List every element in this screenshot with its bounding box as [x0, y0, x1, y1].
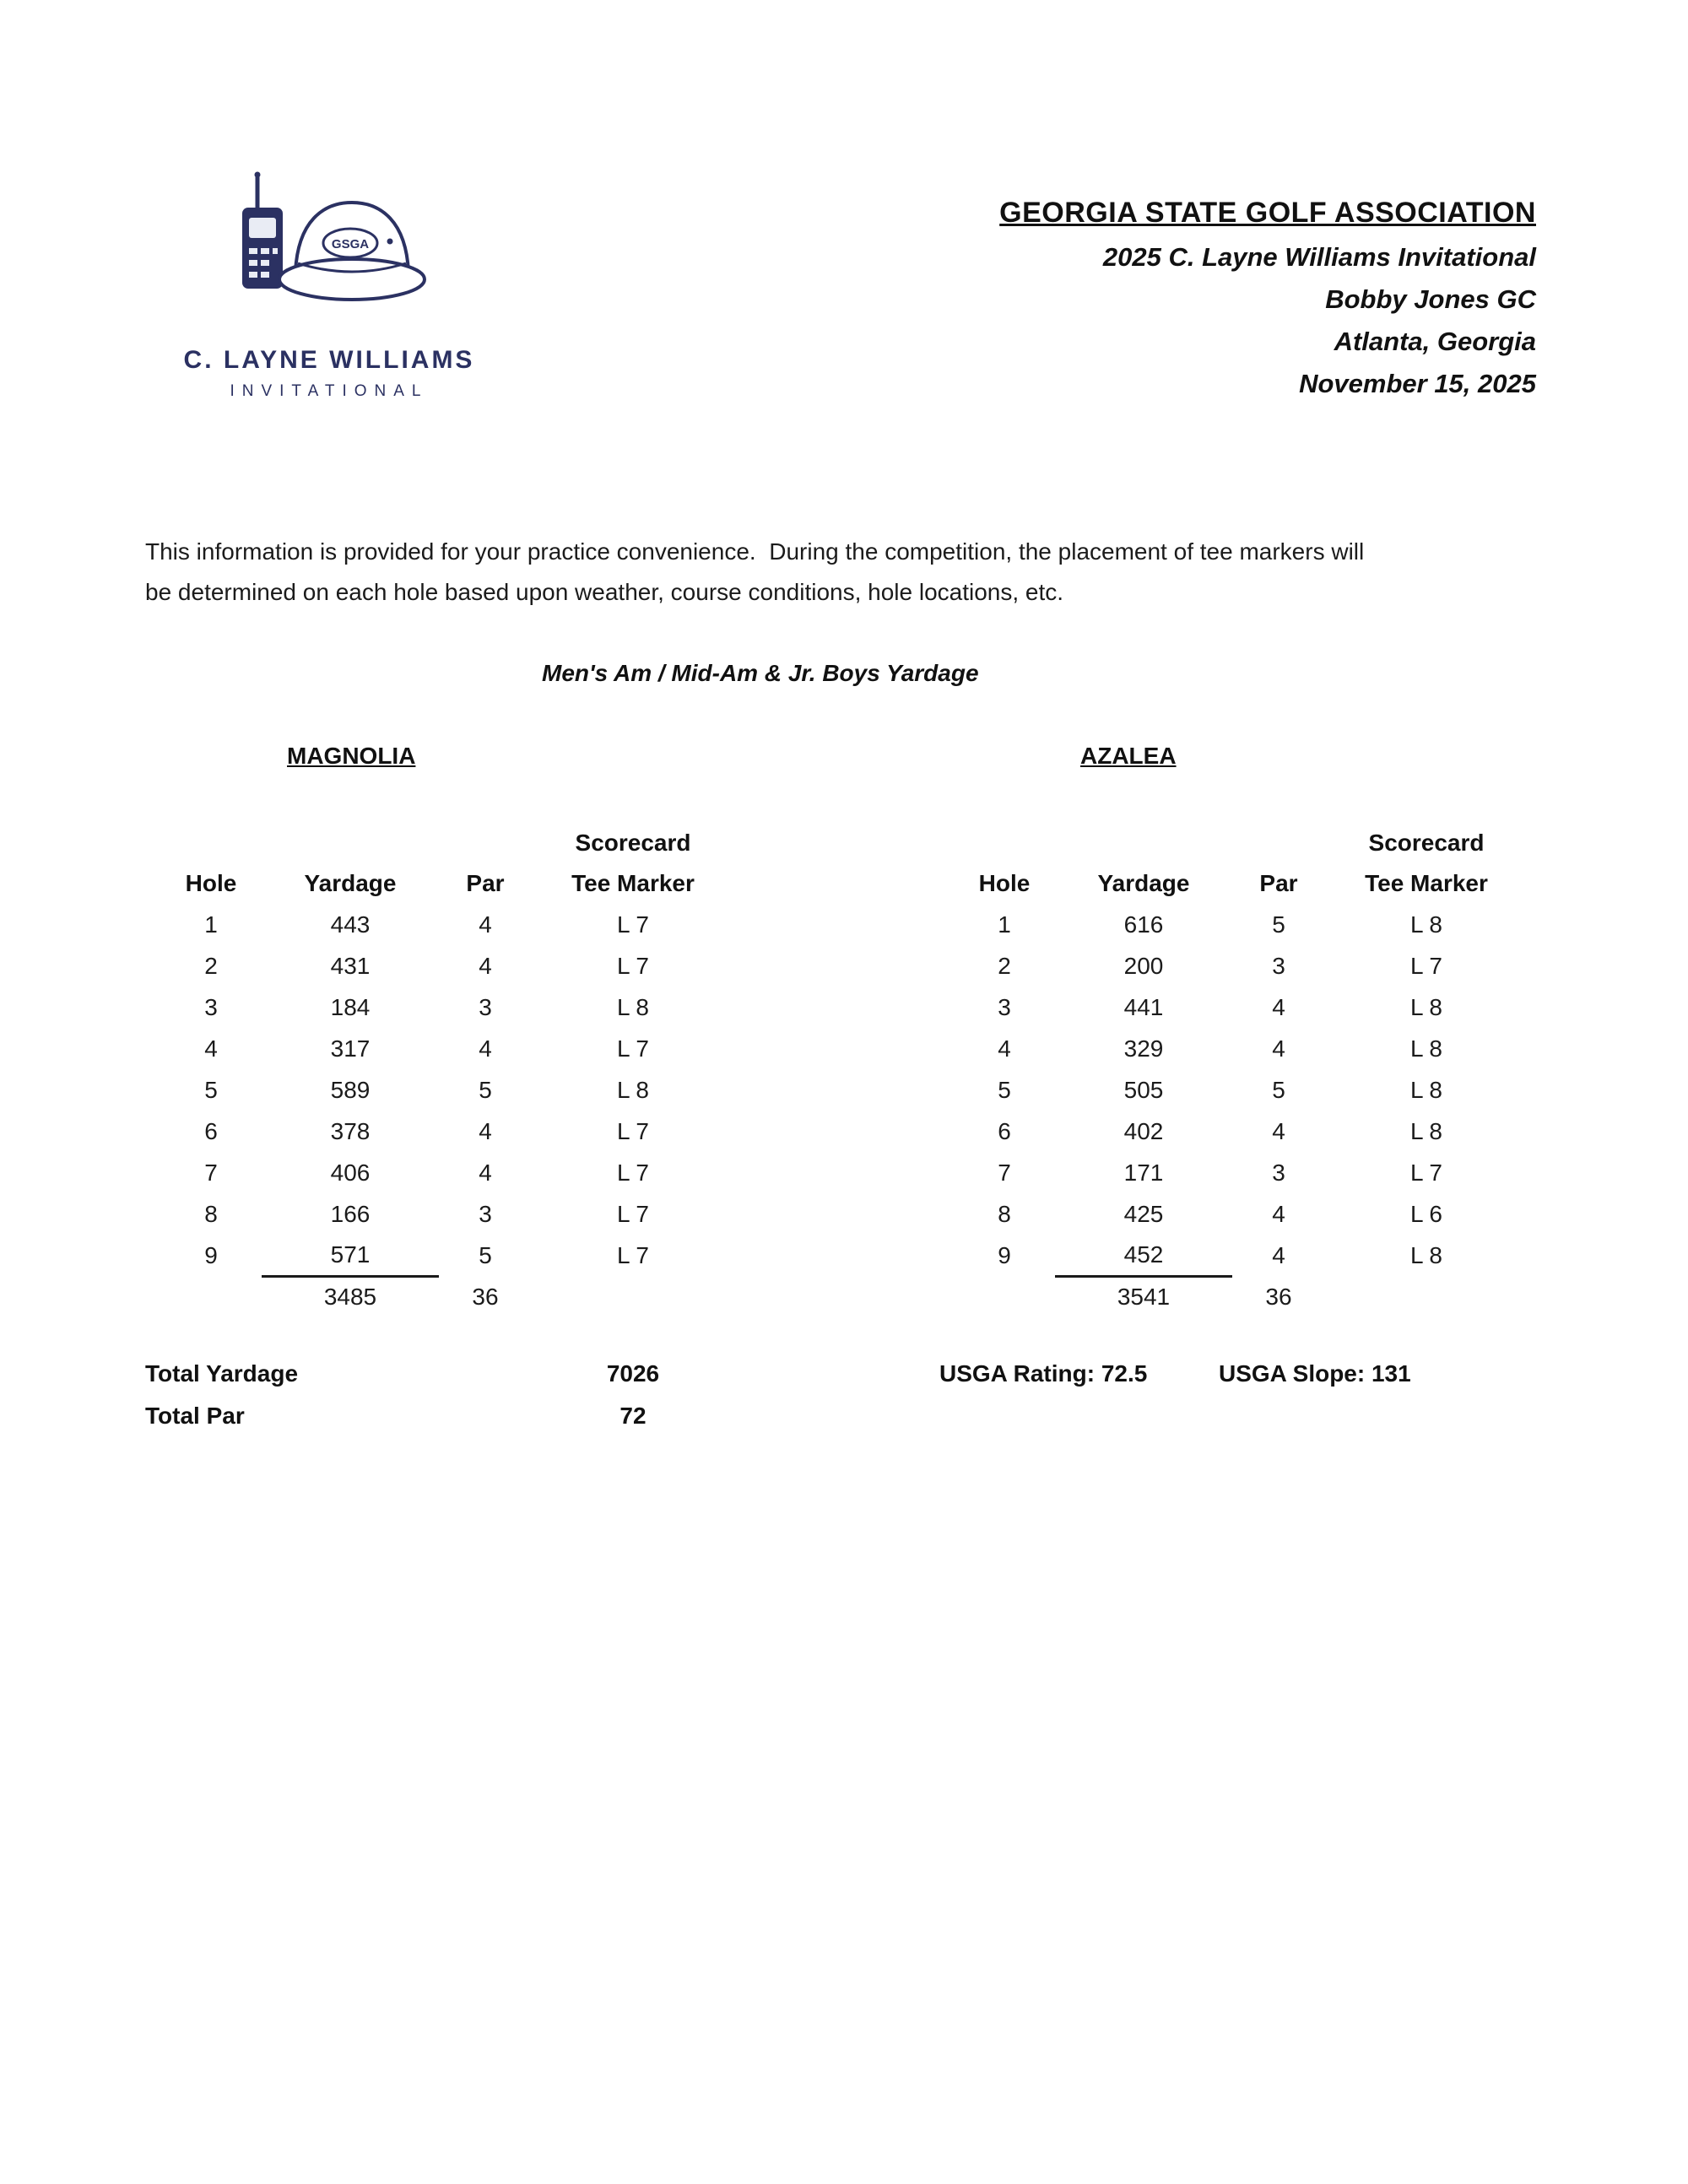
total-yardage-label: Total Yardage — [145, 1360, 299, 1387]
table-cell: 4 — [479, 1159, 492, 1186]
spacer-cell — [160, 1276, 262, 1317]
table-cell: 7 — [204, 1159, 218, 1186]
azalea-yardage-table — [954, 823, 1528, 1317]
table-cell: 4 — [479, 1035, 492, 1062]
table-cell: L 7 — [617, 1200, 649, 1227]
table-row — [954, 904, 1528, 945]
table-cell: 3 — [1272, 952, 1285, 979]
tee-marker-header: Tee Marker — [571, 870, 695, 896]
spacer-cell — [1232, 823, 1325, 863]
spacer-cell — [1325, 1276, 1528, 1317]
table-cell: 4 — [998, 1035, 1011, 1062]
par-total: 36 — [1265, 1283, 1292, 1310]
table-cell: 8 — [204, 1200, 218, 1227]
spacer-cell — [160, 823, 262, 863]
table-cell: 8 — [998, 1200, 1011, 1227]
yardage-section-title: Men's Am / Mid-Am & Jr. Boys Yardage — [542, 660, 979, 686]
table-cell: 4 — [1272, 993, 1285, 1020]
spacer-cell — [954, 823, 1055, 863]
event-title: 2025 C. Layne Williams Invitational — [1102, 242, 1536, 272]
table-cell: 616 — [1123, 911, 1164, 938]
table-cell: 166 — [330, 1200, 371, 1227]
scorecard-header: Scorecard — [575, 830, 691, 856]
table-row — [160, 904, 734, 945]
table-cell: 2 — [998, 952, 1011, 979]
table-cell: 5 — [1272, 1076, 1285, 1103]
table-row — [954, 945, 1528, 987]
table-cell: 378 — [330, 1117, 371, 1144]
table-cell: 200 — [1123, 952, 1164, 979]
table-cell: 329 — [1123, 1035, 1164, 1062]
usga-slope: USGA Slope: 131 — [1219, 1360, 1411, 1387]
table-cell: 425 — [1123, 1200, 1164, 1227]
table-cell: L 7 — [617, 1159, 649, 1186]
course-name-azalea: AZALEA — [1080, 743, 1177, 769]
table-row — [160, 1069, 734, 1111]
table-cell: L 8 — [1410, 1076, 1442, 1103]
par-total: 36 — [472, 1283, 499, 1310]
table-row — [954, 987, 1528, 1028]
event-date: November 15, 2025 — [1299, 369, 1536, 398]
totals-row — [954, 1276, 1528, 1317]
table-cell: L 8 — [617, 1076, 649, 1103]
table-cell: L 8 — [617, 993, 649, 1020]
table-row — [160, 1193, 734, 1235]
table-cell: L 8 — [1410, 1035, 1442, 1062]
table-cell: L 7 — [1410, 1159, 1442, 1186]
table-cell: 9 — [204, 1241, 218, 1268]
course-magnolia — [160, 743, 734, 1317]
table-cell: 441 — [1123, 993, 1164, 1020]
yardage-tables — [160, 743, 1528, 1317]
table-cell: 5 — [479, 1241, 492, 1268]
table-row — [954, 1111, 1528, 1152]
table-cell: L 7 — [617, 952, 649, 979]
table-cell: 3 — [479, 993, 492, 1020]
table-cell: 4 — [479, 1117, 492, 1144]
total-par-label: Total Par — [145, 1403, 245, 1429]
table-cell: 3 — [998, 993, 1011, 1020]
table-cell: 2 — [204, 952, 218, 979]
table-cell: 7 — [998, 1159, 1011, 1186]
table-row — [160, 1111, 734, 1152]
organization-title: GEORGIA STATE GOLF ASSOCIATION — [999, 197, 1536, 229]
table-cell: 443 — [330, 911, 371, 938]
table-row — [160, 1152, 734, 1193]
table-cell: L 7 — [617, 1117, 649, 1144]
table-cell: L 7 — [617, 1035, 649, 1062]
document-header — [999, 189, 1536, 405]
table-cell: 402 — [1123, 1117, 1164, 1144]
yardage-total: 3485 — [323, 1284, 377, 1311]
table-cell: 184 — [330, 993, 371, 1020]
table-cell: L 7 — [617, 1241, 649, 1268]
magnolia-hole-rows — [160, 904, 734, 1276]
table-row — [954, 1028, 1528, 1069]
column-header-row — [954, 863, 1528, 904]
table-cell: 6 — [998, 1117, 1011, 1144]
table-cell: 3 — [479, 1200, 492, 1227]
total-yardage-value: 7026 — [606, 1360, 660, 1387]
table-cell: 4 — [1272, 1241, 1285, 1268]
logo-badge-text: GSGA — [331, 237, 370, 251]
logo-event-name: C. LAYNE WILLIAMS — [183, 346, 475, 374]
hole-header: Hole — [978, 870, 1031, 896]
table-row — [160, 945, 734, 987]
scorecard-header-row — [954, 823, 1528, 863]
table-cell: 9 — [998, 1241, 1011, 1268]
azalea-hole-rows — [954, 904, 1528, 1276]
table-cell: 3 — [204, 993, 218, 1020]
table-cell: 4 — [204, 1035, 218, 1062]
table-cell: 1 — [998, 911, 1011, 938]
table-row — [954, 1069, 1528, 1111]
tee-marker-header: Tee Marker — [1365, 870, 1488, 896]
total-par-value: 72 — [619, 1403, 647, 1429]
table-cell: 4 — [1272, 1035, 1285, 1062]
table-cell: 5 — [998, 1076, 1011, 1103]
table-row — [160, 1235, 734, 1276]
table-cell: 4 — [479, 952, 492, 979]
table-cell: 4 — [1272, 1117, 1285, 1144]
table-row — [954, 1152, 1528, 1193]
spacer-cell — [1055, 823, 1232, 863]
table-cell: 589 — [330, 1076, 371, 1103]
hole-header: Hole — [185, 870, 237, 896]
scorecard-header-row — [160, 823, 734, 863]
yardage-header: Yardage — [1097, 870, 1190, 896]
table-cell: L 8 — [1410, 1241, 1442, 1268]
spacer-cell — [439, 823, 532, 863]
table-cell: 3 — [1272, 1159, 1285, 1186]
table-row — [160, 1028, 734, 1069]
table-cell: L 7 — [1410, 952, 1442, 979]
spacer-cell — [262, 823, 439, 863]
par-header: Par — [466, 870, 505, 896]
table-cell: 571 — [262, 1235, 439, 1276]
table-cell: 6 — [204, 1117, 218, 1144]
yardage-total: 3541 — [1117, 1284, 1171, 1311]
table-cell: 171 — [1123, 1159, 1164, 1186]
table-cell: 5 — [479, 1076, 492, 1103]
table-row — [160, 987, 734, 1028]
scorecard-header: Scorecard — [1368, 830, 1485, 856]
table-cell: L 8 — [1410, 993, 1442, 1020]
table-cell: L 8 — [1410, 911, 1442, 938]
venue: Bobby Jones GC — [1325, 284, 1536, 314]
gsga-hat-radio-logo-icon — [224, 169, 435, 338]
table-cell: 4 — [1272, 1200, 1285, 1227]
par-header: Par — [1259, 870, 1298, 896]
logo-event-subtitle: INVITATIONAL — [230, 382, 429, 400]
table-cell: 452 — [1055, 1235, 1232, 1276]
course-name-magnolia: MAGNOLIA — [287, 743, 416, 769]
table-cell: 1 — [204, 911, 218, 938]
table-cell: 431 — [330, 952, 371, 979]
spacer-cell — [954, 1276, 1055, 1317]
table-cell: 406 — [330, 1159, 371, 1186]
table-cell: 505 — [1123, 1076, 1164, 1103]
table-cell: L 8 — [1410, 1117, 1442, 1144]
table-cell: 5 — [1272, 911, 1285, 938]
table-cell: 5 — [204, 1076, 218, 1103]
table-cell: 4 — [479, 911, 492, 938]
table-cell: L 6 — [1410, 1200, 1442, 1227]
location: Atlanta, Georgia — [1334, 327, 1536, 356]
practice-notice-paragraph: This information is provided for your practice convenience. During the competition, the placement of tee markers will be determined on each hole based upon weather, course conditions, hole locations, etc. — [145, 538, 1372, 605]
magnolia-yardage-table — [160, 823, 734, 1317]
table-row — [954, 1235, 1528, 1276]
yardage-header: Yardage — [304, 870, 397, 896]
usga-rating: USGA Rating: 72.5 — [939, 1360, 1148, 1387]
table-cell: 317 — [330, 1035, 371, 1062]
table-row — [954, 1193, 1528, 1235]
column-header-row — [160, 863, 734, 904]
totals-row — [160, 1276, 734, 1317]
spacer-cell — [532, 1276, 734, 1317]
course-azalea — [954, 743, 1528, 1317]
table-cell: L 7 — [617, 911, 649, 938]
tournament-logo — [173, 169, 485, 401]
